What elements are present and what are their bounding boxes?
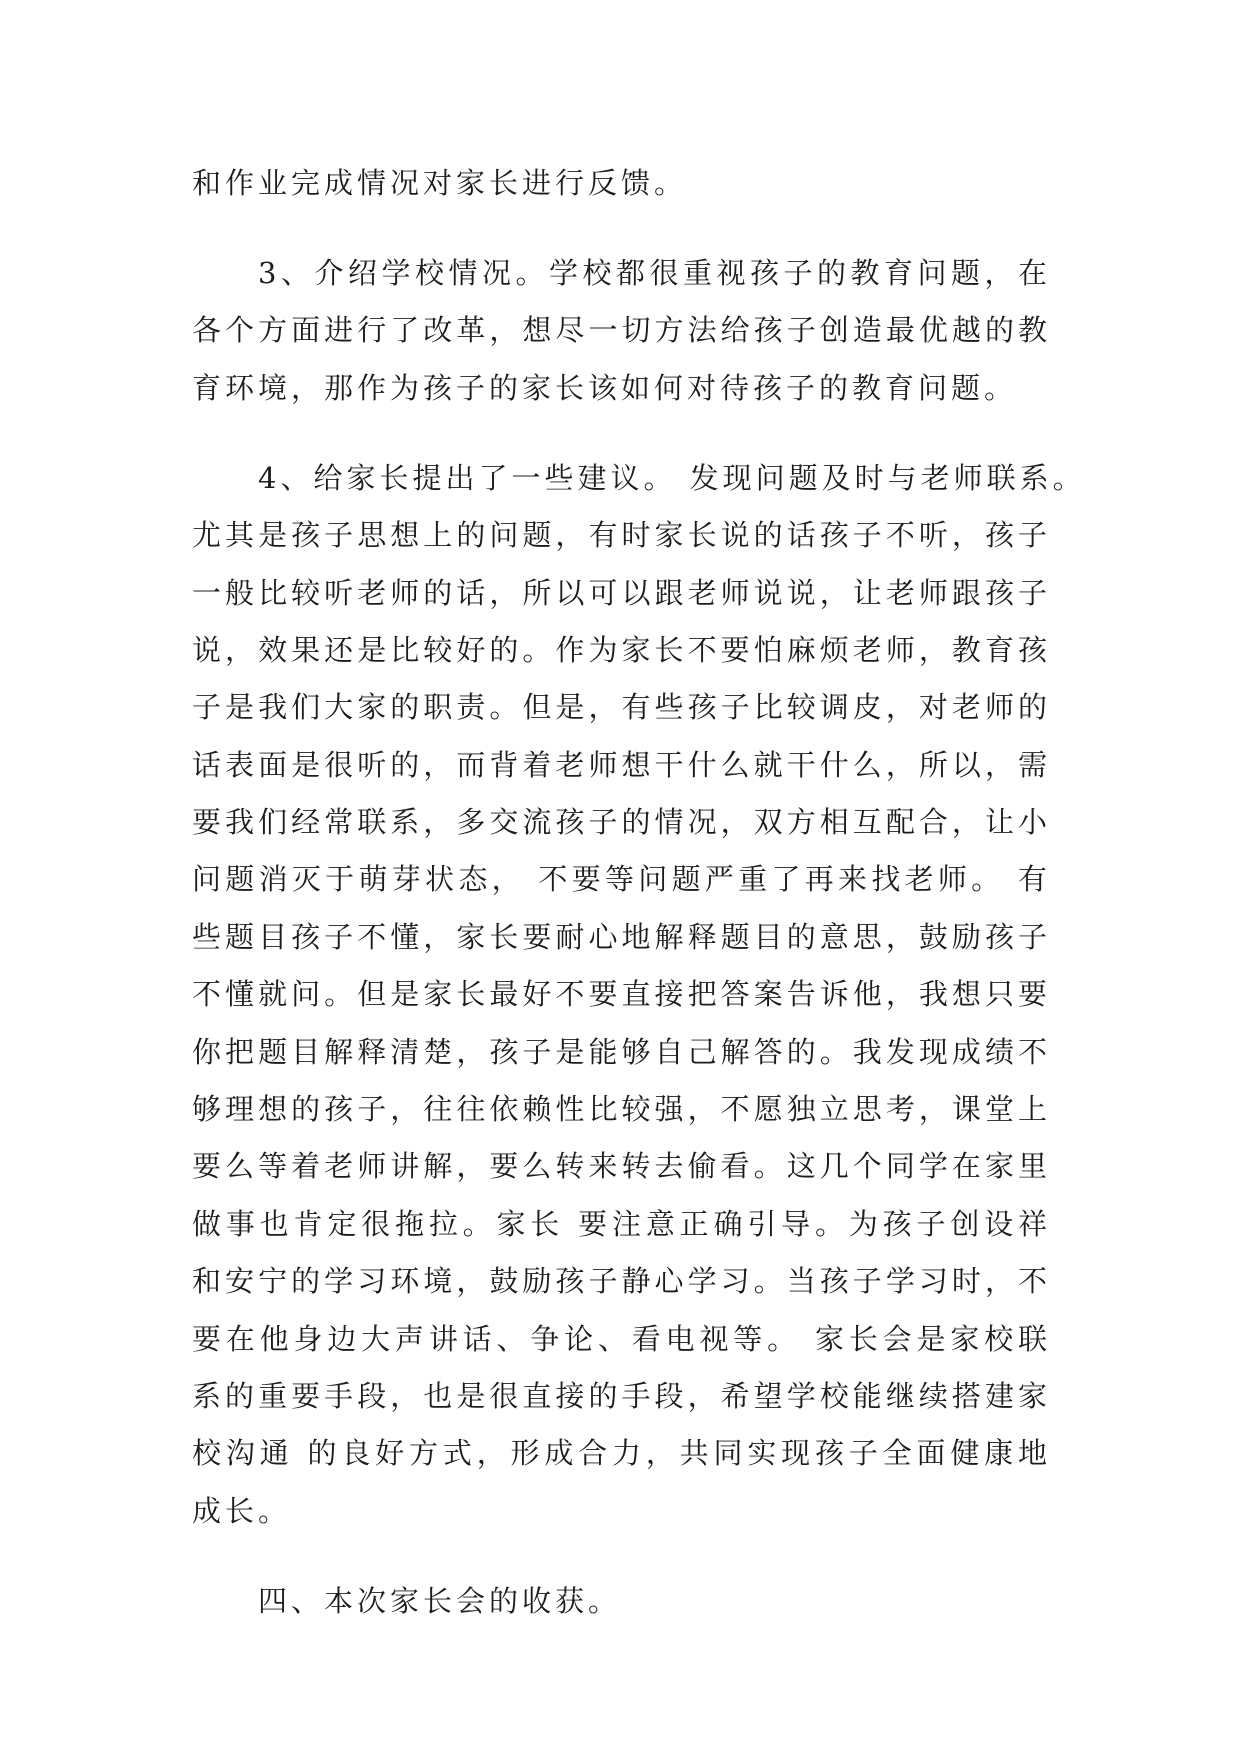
text-line: 成长。 — [192, 1493, 292, 1528]
text-line: 子是我们大家的职责。但是，有些孩子比较调皮，对老师的 — [192, 690, 1051, 725]
text-line: 和作业完成情况对家长进行反馈。 — [192, 166, 688, 200]
text-line: 问题消灭于萌芽状态， 不要等问题严重了再来找老师。 有 — [192, 862, 1051, 897]
text-line: 要在他身边大声讲话、争论、看电视等。 家长会是家校联 — [192, 1321, 1051, 1356]
text-line: 做事也肯定很拖拉。家长 要注意正确引导。为孩子创设祥 — [192, 1206, 1051, 1241]
text-line: 些题目孩子不懂，家长要耐心地解释题目的意思，鼓励孩子 — [192, 919, 1051, 954]
text-line: 尤其是孩子思想上的问题，有时家长说的话孩子不听，孩子 — [192, 518, 1051, 553]
text-line: 育环境，那作为孩子的家长该如何对待孩子的教育问题。 — [192, 370, 1018, 405]
text-line: 四、本次家长会的收获。 — [258, 1583, 622, 1618]
text-line: 和安宁的学习环境，鼓励孩子静心学习。当孩子学习时，不 — [192, 1264, 1051, 1299]
text-line: 话表面是很听的，而背着老师想干什么就干什么，所以，需 — [192, 747, 1051, 782]
document-body — [192, 155, 1086, 1663]
text-line: 不懂就问。但是家长最好不要直接把答案告诉他，我想只要 — [192, 977, 1051, 1012]
text-line: 要么等着老师讲解，要么转来转去偷看。这几个同学在家里 — [192, 1149, 1051, 1184]
paragraph-feedback-continuation — [192, 155, 1051, 212]
text-line: 校沟通 的良好方式，形成合力，共同实现孩子全面健康地 — [192, 1436, 1051, 1471]
paragraph-suggestions — [192, 450, 1086, 1540]
section-heading-outcomes — [192, 1573, 1051, 1630]
paragraph-school-introduction — [192, 245, 1051, 417]
text-line: 说，效果还是比较好的。作为家长不要怕麻烦老师，教育孩 — [192, 632, 1051, 667]
text-line: 4、给家长提出了一些建议。 发现问题及时与老师联系。 — [258, 460, 1086, 495]
text-line: 系的重要手段，也是很直接的手段，希望学校能继续搭建家 — [192, 1379, 1051, 1413]
text-line: 够理想的孩子，往往依赖性比较强，不愿独立思考，课堂上 — [192, 1092, 1051, 1127]
text-line: 你把题目解释清楚，孩子是能够自己解答的。我发现成绩不 — [192, 1034, 1051, 1069]
text-line: 3、介绍学校情况。学校都很重视孩子的教育问题，在 — [258, 255, 1051, 290]
text-line: 一般比较听老师的话，所以可以跟老师说说，让老师跟孩子 — [192, 575, 1051, 610]
text-line: 各个方面进行了改革，想尽一切方法给孩子创造最优越的教 — [192, 313, 1051, 348]
text-line: 要我们经常联系，多交流孩子的情况，双方相互配合，让小 — [192, 805, 1051, 840]
